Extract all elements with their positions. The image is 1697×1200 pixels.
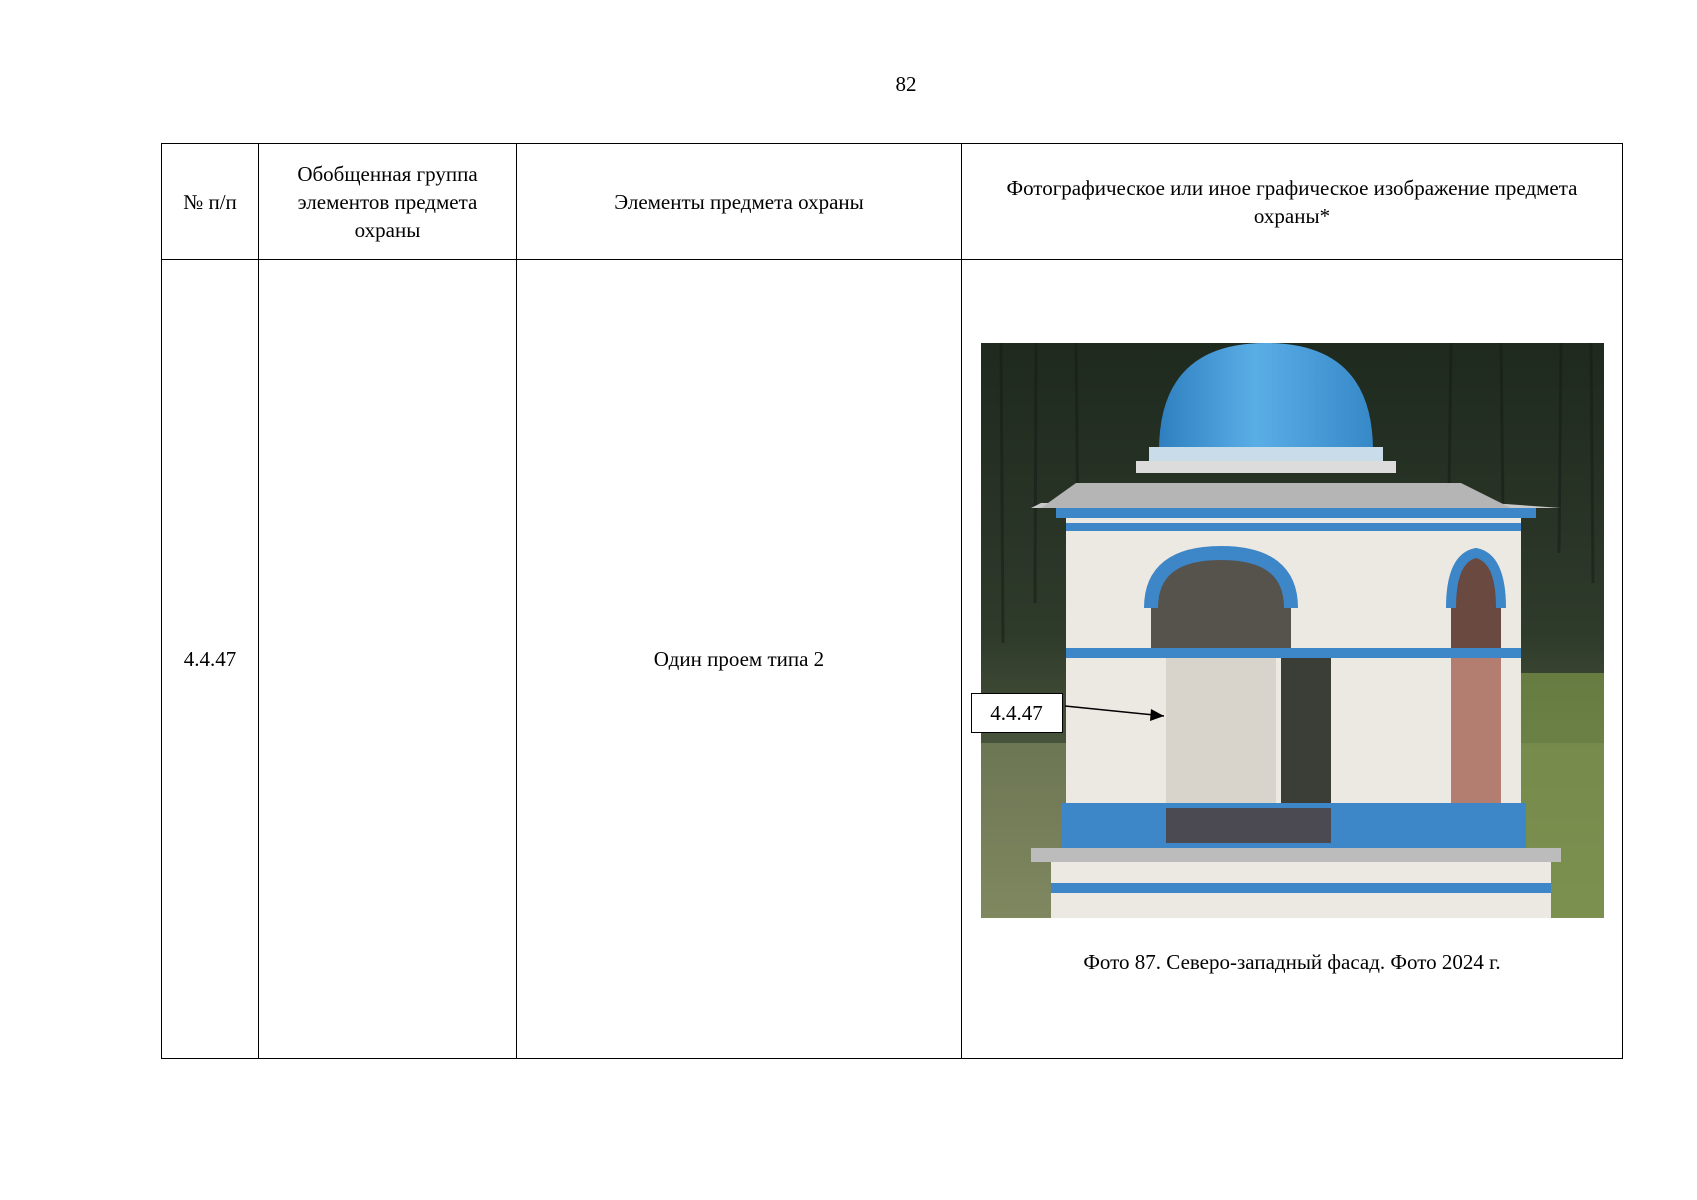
bell-tower-photo [981,343,1604,918]
header-elements: Элементы предмета охраны [517,144,962,260]
photo-figure [981,343,1604,918]
header-image: Фотографическое или иное графическое изображение предмета охраны* [962,144,1623,260]
row-element: Один проем типа 2 [517,260,962,1059]
header-group: Обобщенная группа элементов предмета охраны [259,144,517,260]
protection-table [161,143,1623,1059]
photo-caption: Фото 87. Северо-западный фасад. Фото 2024 г. [1083,949,1501,974]
row-number: 4.4.47 [162,260,259,1059]
photo-callout-label: 4.4.47 [971,693,1063,733]
page-number: 82 [895,72,917,96]
table-header-row [162,144,1623,260]
row-photo-cell [962,260,1623,1059]
header-number: № п/п [162,144,259,260]
row-group [259,260,517,1059]
table-row [162,260,1623,1059]
